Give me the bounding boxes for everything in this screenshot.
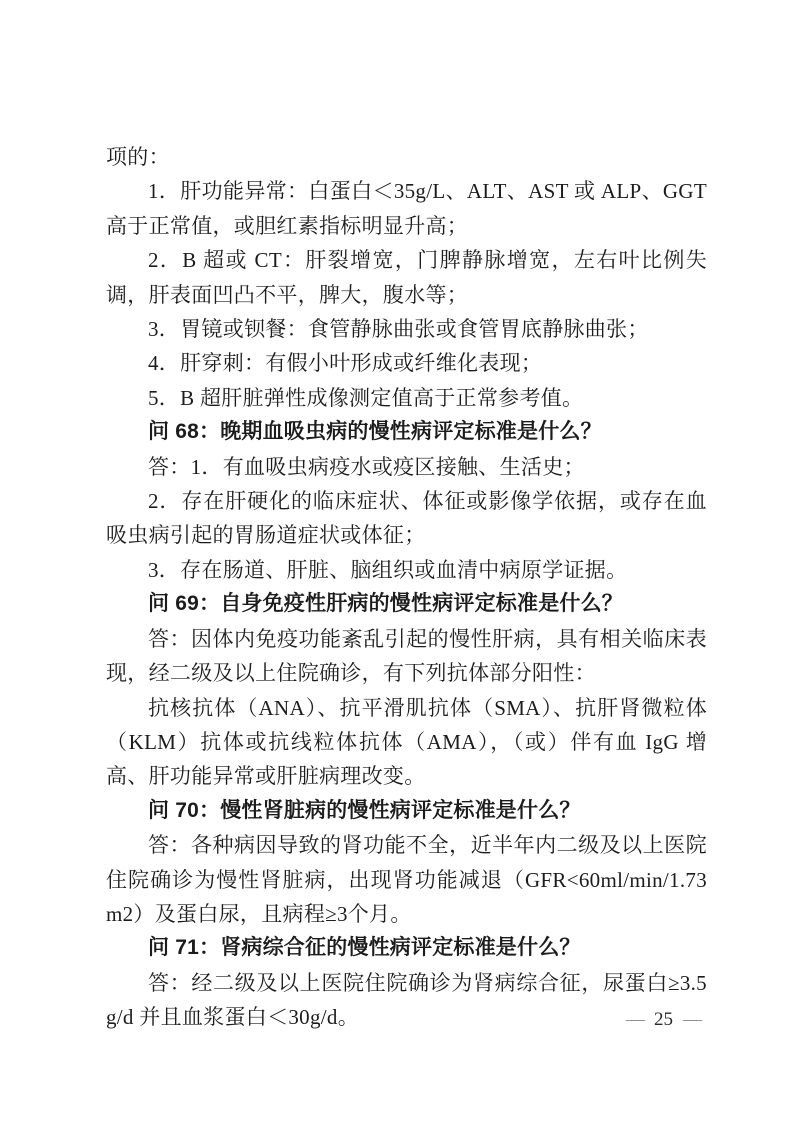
page-number-dash-left: — <box>626 1009 644 1030</box>
list-item-5: 5．B 超肝脏弹性成像测定值高于正常参考值。 <box>148 385 584 410</box>
question-68-heading: 问 68：晚期血吸虫病的慢性病评定标准是什么？ <box>148 420 602 444</box>
question-69-heading: 问 69：自身免疫性肝病的慢性病评定标准是什么？ <box>148 592 623 616</box>
paragraph-continuation: 项的： <box>106 145 170 169</box>
document-body <box>106 140 707 1035</box>
question-70-heading: 问 70：慢性肾脏病的慢性病评定标准是什么？ <box>148 798 581 822</box>
page-number <box>626 1008 701 1032</box>
answer-69-paragraph-1: 答：因体内免疫功能紊乱引起的慢性肝病，具有相关临床表现，经二级及以上住院确诊，有下列抗体部分阳性： <box>106 626 707 686</box>
answer-68-item-1: 答：1．有血吸虫病疫水或疫区接触、生活史； <box>148 454 585 479</box>
answer-70-paragraph: 答：各种病因导致的肾功能不全，近半年内二级及以上医院住院确诊为慢性肾脏病，出现肾功能减退（GFR<60ml/min/1.73 m2）及蛋白尿，且病程≥3个月。 <box>106 833 707 926</box>
list-item-2: 2．B 超或 CT：肝裂增宽，门脾静脉增宽，左右叶比例失调，肝表面凹凸不平，脾大，腹水等； <box>106 248 707 307</box>
page-number-value: 25 <box>654 1009 673 1030</box>
list-item-3: 3．胃镜或钡餐：食管静脉曲张或食管胃底静脉曲张； <box>148 317 649 342</box>
list-item-1: 1．肝功能异常：白蛋白＜35g/L、ALT、AST 或 ALP、GGT 高于正常值，或胆红素指标明显升高； <box>106 179 707 238</box>
answer-69-paragraph-2: 抗核抗体（ANA）、抗平滑肌抗体（SMA）、抗肝肾微粒体（KLM）抗体或抗线粒体抗体（AMA），（或）伴有血 IgG 增高、肝功能异常或肝脏病理改变。 <box>106 695 707 789</box>
answer-68-item-3: 3．存在肠道、肝脏、脑组织或血清中病原学证据。 <box>148 557 628 582</box>
answer-68-item-2: 2．存在肝硬化的临床症状、体征或影像学依据，或存在血吸虫病引起的胃肠道症状或体征； <box>106 489 707 548</box>
list-item-4: 4．肝穿刺：有假小叶形成或纤维化表现； <box>148 351 543 376</box>
page-number-dash-right: — <box>683 1009 701 1030</box>
answer-71-paragraph: 答：经二级及以上医院住院确诊为肾病综合征，尿蛋白≥3.5g/d 并且血浆蛋白＜30g/d。 <box>106 970 707 1030</box>
question-71-heading: 问 71：肾病综合征的慢性病评定标准是什么？ <box>148 936 581 960</box>
